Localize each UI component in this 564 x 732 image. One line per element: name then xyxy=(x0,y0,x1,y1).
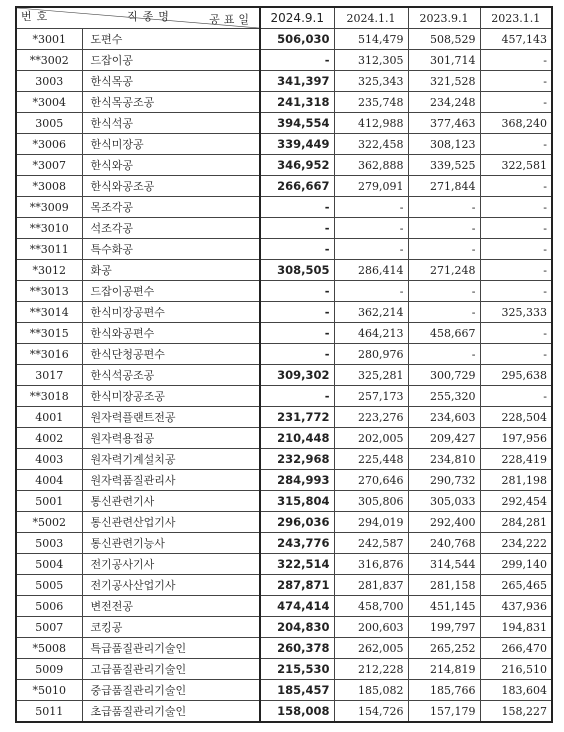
wage-value-3: - xyxy=(480,239,552,260)
wage-value-0: - xyxy=(260,281,334,302)
wage-value-1: 316,876 xyxy=(334,554,408,575)
table-row xyxy=(16,218,552,239)
job-name: 한식미장공조공 xyxy=(82,386,260,407)
wage-value-0: 241,318 xyxy=(260,92,334,113)
wage-value-2: 292,400 xyxy=(408,512,480,533)
job-code: 5001 xyxy=(16,491,82,512)
wage-value-3: 437,936 xyxy=(480,596,552,617)
wage-value-1: 514,479 xyxy=(334,29,408,50)
table-row xyxy=(16,449,552,470)
job-name: 한식석공 xyxy=(82,113,260,134)
job-code: **3018 xyxy=(16,386,82,407)
code-label: 번호 xyxy=(21,10,53,23)
table-row xyxy=(16,638,552,659)
job-code: *5008 xyxy=(16,638,82,659)
wage-value-3: - xyxy=(480,71,552,92)
table-row xyxy=(16,134,552,155)
wage-table xyxy=(15,6,553,723)
job-name: 화공 xyxy=(82,260,260,281)
wage-value-3: 322,581 xyxy=(480,155,552,176)
job-code: 3005 xyxy=(16,113,82,134)
job-name: 통신관련기능사 xyxy=(82,533,260,554)
wage-value-0: 204,830 xyxy=(260,617,334,638)
wage-value-2: 199,797 xyxy=(408,617,480,638)
wage-value-0: 287,871 xyxy=(260,575,334,596)
wage-value-0: - xyxy=(260,302,334,323)
wage-value-3: 158,227 xyxy=(480,701,552,723)
wage-value-2: 321,528 xyxy=(408,71,480,92)
job-code: 5004 xyxy=(16,554,82,575)
wage-value-0: 260,378 xyxy=(260,638,334,659)
job-code: *3006 xyxy=(16,134,82,155)
wage-value-1: 185,082 xyxy=(334,680,408,701)
wage-value-1: 235,748 xyxy=(334,92,408,113)
wage-value-1: 286,414 xyxy=(334,260,408,281)
wage-value-1: 202,005 xyxy=(334,428,408,449)
wage-value-1: 412,988 xyxy=(334,113,408,134)
table-row xyxy=(16,512,552,533)
wage-value-2: 290,732 xyxy=(408,470,480,491)
job-code: 4003 xyxy=(16,449,82,470)
table-row xyxy=(16,92,552,113)
job-code: **3010 xyxy=(16,218,82,239)
wage-value-3: 197,956 xyxy=(480,428,552,449)
job-name: 통신관련산업기사 xyxy=(82,512,260,533)
wage-value-2: 451,145 xyxy=(408,596,480,617)
wage-value-0: 243,776 xyxy=(260,533,334,554)
job-name: 통신관련기사 xyxy=(82,491,260,512)
wage-value-2: 214,819 xyxy=(408,659,480,680)
table-row xyxy=(16,176,552,197)
wage-value-2: 234,603 xyxy=(408,407,480,428)
wage-value-3: 234,222 xyxy=(480,533,552,554)
wage-value-3: 284,281 xyxy=(480,512,552,533)
job-name: 코킹공 xyxy=(82,617,260,638)
wage-value-2: 305,033 xyxy=(408,491,480,512)
job-code: **3009 xyxy=(16,197,82,218)
wage-value-2: 234,248 xyxy=(408,92,480,113)
table-row xyxy=(16,407,552,428)
wage-value-0: 266,667 xyxy=(260,176,334,197)
table-row xyxy=(16,701,552,723)
job-code: 4004 xyxy=(16,470,82,491)
wage-value-0: 315,804 xyxy=(260,491,334,512)
job-code: **3011 xyxy=(16,239,82,260)
wage-value-2: 314,544 xyxy=(408,554,480,575)
wage-value-3: 194,831 xyxy=(480,617,552,638)
wage-value-3: 266,470 xyxy=(480,638,552,659)
table-row xyxy=(16,71,552,92)
wage-value-1: 225,448 xyxy=(334,449,408,470)
wage-value-0: - xyxy=(260,197,334,218)
job-code: 4001 xyxy=(16,407,82,428)
wage-value-1: 212,228 xyxy=(334,659,408,680)
job-code: **3016 xyxy=(16,344,82,365)
wage-value-3: - xyxy=(480,197,552,218)
table-row xyxy=(16,281,552,302)
wage-value-1: 325,281 xyxy=(334,365,408,386)
job-name: 목조각공 xyxy=(82,197,260,218)
job-code: **3002 xyxy=(16,50,82,71)
job-name: 한식목공 xyxy=(82,71,260,92)
wage-value-3: 183,604 xyxy=(480,680,552,701)
wage-value-3: - xyxy=(480,344,552,365)
wage-value-1: 458,700 xyxy=(334,596,408,617)
wage-value-3: 457,143 xyxy=(480,29,552,50)
wage-value-0: 232,968 xyxy=(260,449,334,470)
wage-value-1: 305,806 xyxy=(334,491,408,512)
date-header-1: 2024.1.1 xyxy=(334,7,408,29)
job-name: 원자력기계설치공 xyxy=(82,449,260,470)
wage-value-0: - xyxy=(260,344,334,365)
table-row xyxy=(16,617,552,638)
job-name: 한식목공조공 xyxy=(82,92,260,113)
job-name-label: 직종명 xyxy=(127,10,174,23)
wage-value-1: 242,587 xyxy=(334,533,408,554)
wage-value-0: 231,772 xyxy=(260,407,334,428)
table-row xyxy=(16,470,552,491)
header-row xyxy=(16,7,552,29)
wage-value-0: 284,993 xyxy=(260,470,334,491)
job-name: 중급품질관리기술인 xyxy=(82,680,260,701)
job-code: **3014 xyxy=(16,302,82,323)
wage-value-0: 394,554 xyxy=(260,113,334,134)
wage-value-2: 281,158 xyxy=(408,575,480,596)
job-code: *3004 xyxy=(16,92,82,113)
table-row xyxy=(16,659,552,680)
wage-value-2: - xyxy=(408,281,480,302)
wage-value-0: 346,952 xyxy=(260,155,334,176)
wage-value-2: 209,427 xyxy=(408,428,480,449)
wage-value-2: 458,667 xyxy=(408,323,480,344)
wage-value-2: - xyxy=(408,197,480,218)
table-row xyxy=(16,575,552,596)
wage-value-0: 185,457 xyxy=(260,680,334,701)
job-name: 석조각공 xyxy=(82,218,260,239)
wage-value-1: 464,213 xyxy=(334,323,408,344)
wage-value-0: - xyxy=(260,323,334,344)
wage-value-0: 210,448 xyxy=(260,428,334,449)
date-header-3: 2023.1.1 xyxy=(480,7,552,29)
wage-value-0: 158,008 xyxy=(260,701,334,723)
wage-value-2: 255,320 xyxy=(408,386,480,407)
wage-value-0: 474,414 xyxy=(260,596,334,617)
wage-value-3: - xyxy=(480,260,552,281)
table-row xyxy=(16,386,552,407)
job-name: 초급품질관리기술인 xyxy=(82,701,260,723)
wage-value-2: - xyxy=(408,239,480,260)
table-row xyxy=(16,302,552,323)
job-code: *3007 xyxy=(16,155,82,176)
wage-value-2: 300,729 xyxy=(408,365,480,386)
wage-value-3: 216,510 xyxy=(480,659,552,680)
wage-value-0: 215,530 xyxy=(260,659,334,680)
table-row xyxy=(16,50,552,71)
table-row xyxy=(16,680,552,701)
wage-value-2: 377,463 xyxy=(408,113,480,134)
wage-value-1: - xyxy=(334,239,408,260)
table-row xyxy=(16,428,552,449)
wage-value-0: 296,036 xyxy=(260,512,334,533)
job-name: 변전전공 xyxy=(82,596,260,617)
wage-value-2: 185,766 xyxy=(408,680,480,701)
wage-value-0: - xyxy=(260,218,334,239)
wage-value-3: 292,454 xyxy=(480,491,552,512)
table-row xyxy=(16,533,552,554)
table-body xyxy=(16,29,552,723)
job-code: 5006 xyxy=(16,596,82,617)
job-name: 원자력용접공 xyxy=(82,428,260,449)
wage-value-3: - xyxy=(480,281,552,302)
job-code: *3012 xyxy=(16,260,82,281)
wage-value-3: 265,465 xyxy=(480,575,552,596)
job-name: 도편수 xyxy=(82,29,260,50)
wage-value-2: 240,768 xyxy=(408,533,480,554)
wage-value-0: - xyxy=(260,386,334,407)
job-name: 드잡이공편수 xyxy=(82,281,260,302)
wage-value-2: 271,248 xyxy=(408,260,480,281)
wage-value-0: - xyxy=(260,239,334,260)
wage-value-3: - xyxy=(480,92,552,113)
wage-value-3: - xyxy=(480,176,552,197)
wage-value-1: 280,976 xyxy=(334,344,408,365)
job-name: 한식미장공 xyxy=(82,134,260,155)
wage-value-0: 309,302 xyxy=(260,365,334,386)
table-row xyxy=(16,239,552,260)
wage-value-3: 325,333 xyxy=(480,302,552,323)
wage-value-3: - xyxy=(480,386,552,407)
wage-value-0: 506,030 xyxy=(260,29,334,50)
wage-value-1: 312,305 xyxy=(334,50,408,71)
job-name: 한식와공조공 xyxy=(82,176,260,197)
table-row xyxy=(16,260,552,281)
table-row xyxy=(16,155,552,176)
wage-value-2: 271,844 xyxy=(408,176,480,197)
job-name: 한식와공 xyxy=(82,155,260,176)
job-name: 특급품질관리기술인 xyxy=(82,638,260,659)
job-code: 5005 xyxy=(16,575,82,596)
wage-value-1: 325,343 xyxy=(334,71,408,92)
job-name: 한식미장공편수 xyxy=(82,302,260,323)
job-code: 5003 xyxy=(16,533,82,554)
job-code: **3013 xyxy=(16,281,82,302)
wage-value-3: - xyxy=(480,134,552,155)
date-header-0: 2024.9.1 xyxy=(260,7,334,29)
wage-value-2: 301,714 xyxy=(408,50,480,71)
job-code: *3008 xyxy=(16,176,82,197)
wage-value-1: 223,276 xyxy=(334,407,408,428)
wage-value-3: - xyxy=(480,218,552,239)
wage-value-1: 262,005 xyxy=(334,638,408,659)
job-code: **3015 xyxy=(16,323,82,344)
wage-value-0: 322,514 xyxy=(260,554,334,575)
wage-value-3: 228,419 xyxy=(480,449,552,470)
diagonal-header-cell xyxy=(16,7,260,29)
wage-value-1: - xyxy=(334,197,408,218)
job-code: *3001 xyxy=(16,29,82,50)
job-code: *5002 xyxy=(16,512,82,533)
wage-value-1: 322,458 xyxy=(334,134,408,155)
date-header-2: 2023.9.1 xyxy=(408,7,480,29)
wage-value-1: 257,173 xyxy=(334,386,408,407)
wage-value-0: 308,505 xyxy=(260,260,334,281)
job-name: 고급품질관리기술인 xyxy=(82,659,260,680)
wage-value-3: - xyxy=(480,323,552,344)
job-code: 3017 xyxy=(16,365,82,386)
wage-value-3: 299,140 xyxy=(480,554,552,575)
wage-value-1: 154,726 xyxy=(334,701,408,723)
job-code: *5010 xyxy=(16,680,82,701)
table-row xyxy=(16,29,552,50)
wage-value-1: 362,214 xyxy=(334,302,408,323)
table-row xyxy=(16,344,552,365)
job-name: 한식단청공편수 xyxy=(82,344,260,365)
job-name: 전기공사기사 xyxy=(82,554,260,575)
wage-value-2: 265,252 xyxy=(408,638,480,659)
table-row xyxy=(16,113,552,134)
wage-value-2: 339,525 xyxy=(408,155,480,176)
table-row xyxy=(16,491,552,512)
wage-value-1: 270,646 xyxy=(334,470,408,491)
wage-value-2: 157,179 xyxy=(408,701,480,723)
wage-value-2: 308,123 xyxy=(408,134,480,155)
wage-value-0: 339,449 xyxy=(260,134,334,155)
wage-value-1: - xyxy=(334,218,408,239)
table-row xyxy=(16,197,552,218)
table-row xyxy=(16,596,552,617)
job-name: 드잡이공 xyxy=(82,50,260,71)
table-row xyxy=(16,323,552,344)
table-row xyxy=(16,554,552,575)
wage-value-0: 341,397 xyxy=(260,71,334,92)
wage-value-3: - xyxy=(480,50,552,71)
job-code: 5009 xyxy=(16,659,82,680)
wage-value-3: 368,240 xyxy=(480,113,552,134)
wage-value-2: - xyxy=(408,218,480,239)
wage-value-1: 294,019 xyxy=(334,512,408,533)
job-name: 한식석공조공 xyxy=(82,365,260,386)
wage-value-1: 200,603 xyxy=(334,617,408,638)
wage-value-1: 362,888 xyxy=(334,155,408,176)
job-code: 5011 xyxy=(16,701,82,723)
job-code: 4002 xyxy=(16,428,82,449)
wage-value-1: - xyxy=(334,281,408,302)
wage-value-3: 228,504 xyxy=(480,407,552,428)
wage-value-3: 295,638 xyxy=(480,365,552,386)
wage-value-2: - xyxy=(408,302,480,323)
wage-value-2: 508,529 xyxy=(408,29,480,50)
wage-value-1: 281,837 xyxy=(334,575,408,596)
announce-date-label: 공표일 xyxy=(209,13,253,26)
wage-value-2: - xyxy=(408,344,480,365)
job-name: 전기공사산업기사 xyxy=(82,575,260,596)
wage-value-0: - xyxy=(260,50,334,71)
job-code: 5007 xyxy=(16,617,82,638)
job-code: 3003 xyxy=(16,71,82,92)
job-name: 원자력플랜트전공 xyxy=(82,407,260,428)
table-row xyxy=(16,365,552,386)
wage-value-3: 281,198 xyxy=(480,470,552,491)
wage-value-1: 279,091 xyxy=(334,176,408,197)
wage-value-2: 234,810 xyxy=(408,449,480,470)
job-name: 원자력품질관리사 xyxy=(82,470,260,491)
job-name: 특수화공 xyxy=(82,239,260,260)
job-name: 한식와공편수 xyxy=(82,323,260,344)
